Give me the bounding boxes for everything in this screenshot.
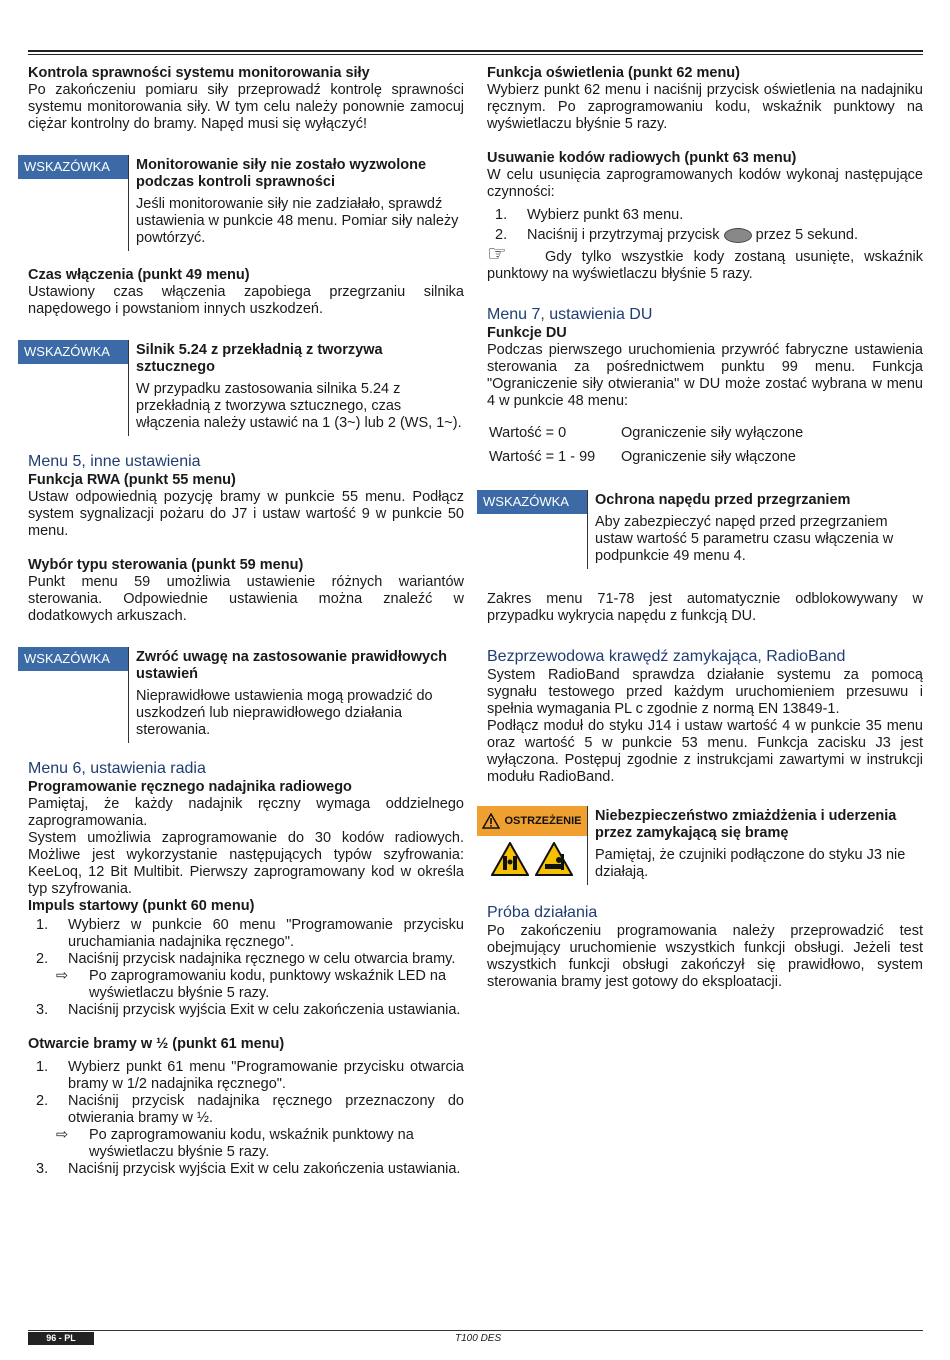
- footer-rule: [28, 1330, 923, 1331]
- paragraph: Zakres menu 71-78 jest automatycznie odblokowywany w przypadku wykrycia napędu z funkcją DU.: [487, 591, 923, 624]
- result-item: ⇨ Po zaprogramowaniu kodu, punktowy wskaźnik LED na wyświetlaczu błyśnie 5 razy.: [56, 968, 447, 1001]
- paragraph: System umożliwia zaprogramowanie do 30 kodów radiowych. Możliwe jest wykorzystanie następujących typów szyfrowania: KeeLoq, 12 Bit Multibit. Pierwszy zaprogramowany kod w określa typ szyfrowania.: [28, 830, 464, 897]
- section-title: Otwarcie bramy w ½ (punkt 61 menu): [28, 1036, 285, 1052]
- hint-text: Nieprawidłowe ustawienia mogą prowadzić do uszkodzeń lub nieprawidłowego działania sterowania.: [136, 688, 433, 738]
- steps-list: [28, 1161, 464, 1178]
- section-title: Funkcje DU: [487, 325, 567, 341]
- crush-hazard-icon: [491, 842, 529, 876]
- hint-label: WSKAZÓWKA: [18, 155, 128, 179]
- section-heading: Menu 5, inne ustawienia: [28, 453, 201, 470]
- section-title: Czas włączenia (punkt 49 menu): [28, 267, 250, 283]
- top-rule: [28, 50, 923, 55]
- warning-text: Pamiętaj, że czujniki podłączone do styku J3 nie działają.: [595, 847, 906, 880]
- section-title: Kontrola sprawności systemu monitorowania siły: [28, 65, 370, 81]
- warning-label: OSTRZEŻENIE: [477, 806, 587, 836]
- list-item: 3. Naciśnij przycisk wyjścia Exit w celu zakończenia ustawiania.: [36, 1161, 461, 1177]
- section-title: Wybór typu sterowania (punkt 59 menu): [28, 557, 304, 573]
- left-column: [24, 65, 464, 1178]
- hint-box: [18, 155, 464, 251]
- list-item: 2. Naciśnij przycisk nadajnika ręcznego w celu otwarcia bramy.: [36, 951, 456, 967]
- hint-box: [477, 490, 923, 569]
- paragraph: System RadioBand sprawdza działanie systemu za pomocą sygnału testowego przed każdym uruchomieniem przesuwu i spełnia wymagania PL c zgodnie z normą EN 13849-1.: [487, 667, 923, 717]
- list-item: 3. Naciśnij przycisk wyjścia Exit w celu zakończenia ustawiania.: [36, 1002, 461, 1018]
- section-heading: Menu 7, ustawienia DU: [487, 306, 653, 323]
- list-item: 1. Wybierz punkt 63 menu.: [495, 207, 684, 223]
- paragraph: Po zakończeniu pomiaru siły przeprowadź kontrolę sprawności systemu monitorowania siły. W tym celu należy ponownie zamocuj ciężar kontrolny do bramy. Napęd musi się wyłączyć!: [28, 82, 464, 132]
- arrow-icon: ⇨: [56, 1127, 69, 1143]
- warning-box: [477, 806, 923, 885]
- result-paragraph: ☞ Gdy tylko wszystkie kody zostaną usunięte, wskaźnik punktowy na wyświetlaczu błyśnie 5 razy.: [487, 241, 923, 282]
- section-title: Programowanie ręcznego nadajnika radiowego: [28, 779, 352, 795]
- hint-title: Silnik 5.24 z przekładnią z tworzywa sztucznego: [136, 342, 383, 375]
- result-item: ⇨ Po zaprogramowaniu kodu, wskaźnik punktowy na wyświetlaczu błyśnie 5 razy.: [56, 1127, 414, 1160]
- paragraph: Po zakończeniu programowania należy przeprowadzić test obejmujący uruchomienie wszystkich funkcji obsługi. Jeżeli test wszystkich funkcji obsługi zakończył się prawidłowo, system sterowania bramy jest gotowy do eksploatacji.: [487, 923, 923, 990]
- hint-label: WSKAZÓWKA: [18, 340, 128, 364]
- section-title: Usuwanie kodów radiowych (punkt 63 menu): [487, 150, 797, 166]
- hint-text: W przypadku zastosowania silnika 5.24 z przekładnią z tworzywa sztucznego, czas włączenia należy ustawić na 1 (3~) lub 2 (WS, 1~).: [136, 381, 462, 431]
- list-item: 2. Naciśnij i przytrzymaj przycisk przez 5 sekund.: [495, 227, 858, 243]
- paragraph: Podczas pierwszego uruchomienia przywróć fabryczne ustawienia sterowania za pośrednictwem punktu 99 menu. Funkcja "Ograniczenie siły otwierania" w DU może zostać wybrana w menu 4 w punkcie 48 menu:: [487, 342, 923, 409]
- hint-box: [18, 647, 464, 743]
- hint-text: Aby zabezpieczyć napęd przed przegrzaniem ustaw wartość 5 parametru czasu włączenia w podpunkcie 49 menu 4.: [595, 514, 894, 564]
- pointing-hand-icon: ☞: [487, 241, 507, 266]
- paragraph: Wybierz punkt 62 menu i naciśnij przycisk oświetlenia na nadajniku ręcznym. Po zaprogramowaniu kodu, wskaźnik punktowy na wyświetlaczu błyśnie 5 razy.: [487, 82, 923, 132]
- warning-title: Niebezpieczeństwo zmiażdżenia i uderzenia przez zamykającą się bramę: [595, 808, 897, 841]
- hint-title: Ochrona napędu przed przegrzaniem: [595, 492, 851, 508]
- warning-icon: [482, 813, 500, 829]
- steps-list: [28, 917, 464, 968]
- impact-hazard-icon: [535, 842, 573, 876]
- paragraph: Pamiętaj, że każdy nadajnik ręczny wymaga oddzielnego zaprogramowania.: [28, 796, 464, 829]
- page-number: 96 - PL: [28, 1332, 94, 1345]
- list-item: 1. Wybierz w punkcie 60 menu "Programowanie przycisku uruchamiania nadajnika ręcznego".: [36, 917, 464, 950]
- section-heading: Próba działania: [487, 904, 598, 921]
- table-row: Wartość = 0 Ograniczenie siły wyłączone: [489, 425, 804, 441]
- hint-title: Monitorowanie siły nie zostało wyzwolone podczas kontroli sprawności: [136, 157, 427, 190]
- list-item: 2. Naciśnij przycisk nadajnika ręcznego przeznaczony do otwierania bramy w ½.: [36, 1093, 464, 1126]
- hint-label: WSKAZÓWKA: [18, 647, 128, 671]
- hint-box: [18, 340, 464, 436]
- paragraph: Podłącz moduł do styku J14 i ustaw wartość 4 w punkcie 35 menu oraz wartość 5 w punkcie 53 menu. Funkcja zacisku J3 jest wyłączona. Postępuj zgodnie z instrukcjami zawartymi w instrukcji modułu RadioBand.: [487, 718, 923, 785]
- list-item: 1. Wybierz punkt 61 menu "Programowanie przycisku otwarcia bramy w 1/2 nadajnika ręcznego".: [36, 1059, 464, 1092]
- remote-button-icon: [724, 228, 752, 243]
- table-row: Wartość = 1 - 99 Ograniczenie siły włączone: [489, 449, 796, 465]
- paragraph: W celu usunięcia zaprogramowanych kodów wykonaj następujące czynności:: [487, 167, 923, 200]
- section-title: Funkcja RWA (punkt 55 menu): [28, 472, 236, 488]
- paragraph: Ustawiony czas włączenia zapobiega przegrzaniu silnika napędowego i powstaniom innych uszkodzeń.: [28, 284, 464, 317]
- right-column: [483, 65, 923, 991]
- paragraph: Ustaw odpowiednią pozycję bramy w punkcie 55 menu. Podłącz system sygnalizacji pożaru do J7 i ustaw wartość 9 w punkcie 50 menu.: [28, 489, 464, 539]
- section-title: Funkcja oświetlenia (punkt 62 menu): [487, 65, 740, 81]
- steps-list: [28, 1059, 464, 1127]
- paragraph: Punkt menu 59 umożliwia ustawienie różnych wariantów sterowania. Odpowiednie ustawienia można znaleźć w dodatkowych arkuszach.: [28, 574, 464, 624]
- section-heading: Menu 6, ustawienia radia: [28, 760, 206, 777]
- steps-list: [28, 1002, 464, 1019]
- document-name: T100 DES: [455, 1333, 502, 1344]
- hint-label: WSKAZÓWKA: [477, 490, 587, 514]
- arrow-icon: ⇨: [56, 968, 69, 984]
- steps-list: [487, 205, 923, 245]
- section-title: Impuls startowy (punkt 60 menu): [28, 898, 255, 914]
- hint-text: Jeśli monitorowanie siły nie zadziałało, sprawdź ustawienia w punkcie 48 menu. Pomiar siły należy powtórzyć.: [136, 196, 459, 246]
- section-heading: Bezprzewodowa krawędź zamykająca, RadioBand: [487, 648, 846, 665]
- hint-title: Zwróć uwagę na zastosowanie prawidłowych ustawień: [136, 649, 448, 682]
